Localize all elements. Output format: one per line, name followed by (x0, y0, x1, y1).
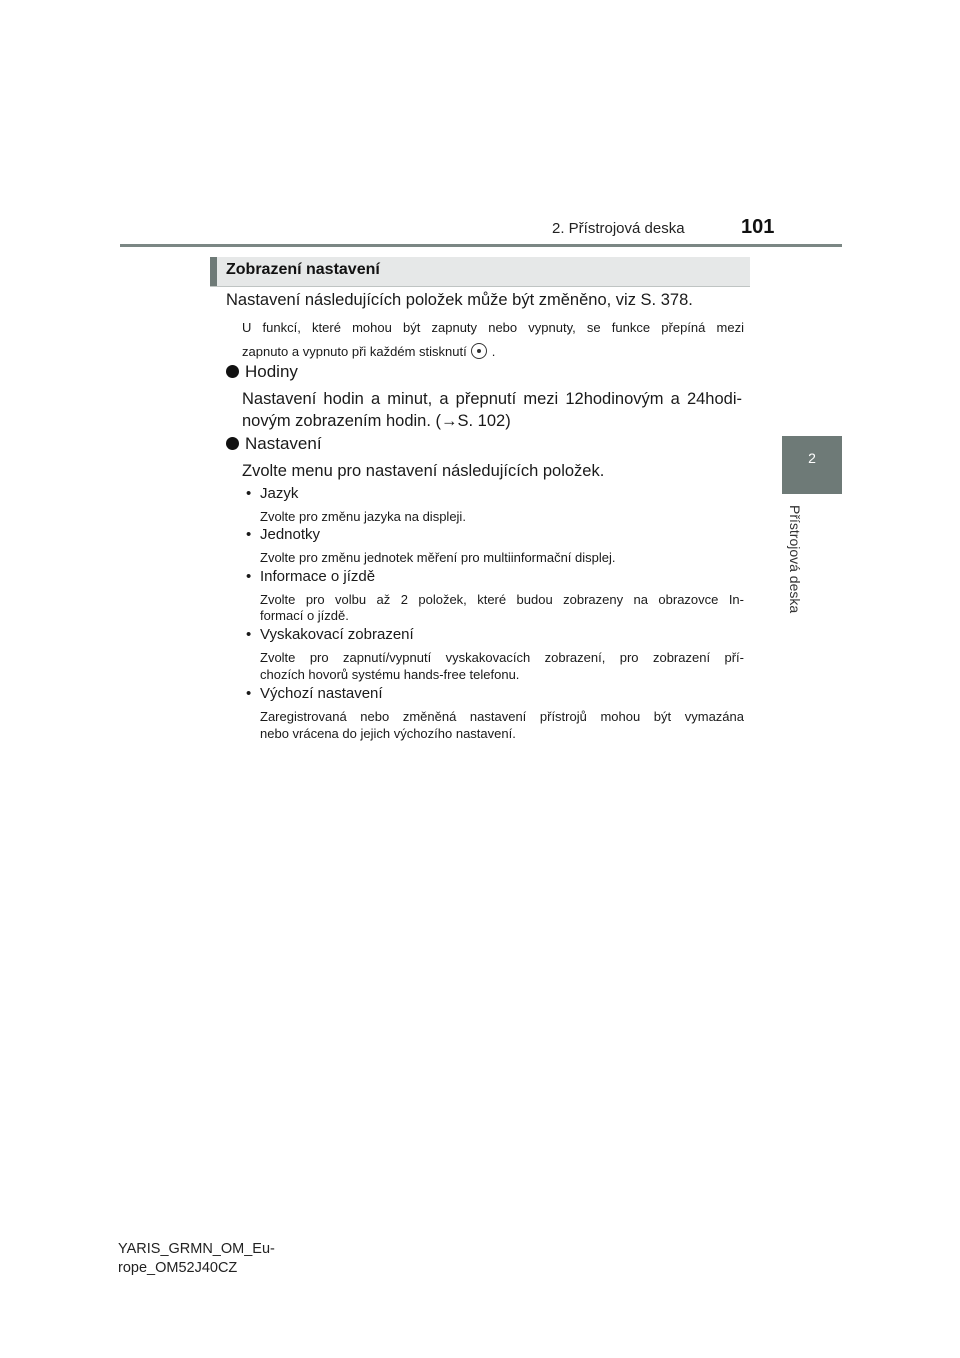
item-settings-text: Zvolte menu pro nastavení následujících položek. (242, 462, 605, 480)
section-note-line1: U funkcí, které mohou být zapnuty nebo vypnuty, se funkce přepíná mezi (242, 320, 744, 335)
chapter-tab-number: 2 (808, 450, 816, 466)
sub-item-desc: Zvolte pro zapnutí/vypnutí vyskakovacích zobrazení, pro zobrazení pří- (260, 650, 744, 665)
sub-item-desc: chozích hovorů systému hands-free telefonu. (260, 667, 520, 682)
section-bar-accent (210, 257, 217, 286)
header-section-title: 2. Přístrojová deska (552, 220, 685, 237)
sub-item-units: • Jednotky (246, 526, 321, 543)
item-settings-title: Nastavení (245, 434, 322, 453)
bullet-icon (226, 365, 239, 378)
sub-item-title: Jazyk (260, 485, 299, 502)
sub-item-title: Informace o jízdě (260, 568, 376, 585)
sub-item-desc: Zvolte pro změnu jazyka na displeji. (260, 509, 466, 524)
sub-item-trip-info: • Informace o jízdě (246, 568, 376, 585)
item-clock-title: Hodiny (245, 362, 298, 381)
section-lead: Nastavení následujících položek může být změněno, viz S. 378. (226, 291, 693, 309)
bullet-icon (226, 437, 239, 450)
sub-item-desc: nebo vrácena do jejich výchozího nastavení. (260, 726, 516, 741)
item-clock-text-line2: novým zobrazením hodin. (→S. 102) (242, 412, 511, 430)
sub-item-popup: • Vyskakovací zobrazení (246, 626, 414, 643)
chapter-tab-label: Přístrojová deska (787, 505, 803, 614)
item-clock-text-line1: Nastavení hodin a minut, a přepnutí mezi 12hodinovým a 24hodi- (242, 390, 742, 408)
sub-item-title: Jednotky (260, 526, 321, 543)
header-rule (120, 244, 842, 247)
sub-item-defaults: • Výchozí nastavení (246, 685, 383, 702)
section-title: Zobrazení nastavení (226, 261, 380, 278)
sub-item-desc: Zvolte pro volbu až 2 položek, které budou zobrazeny na obrazovce In- (260, 592, 744, 607)
sub-item-desc: Zaregistrovaná nebo změněná nastavení přístrojů mohou být vymazána (260, 709, 744, 724)
sub-item-desc: Zvolte pro změnu jednotek měření pro multiinformační displej. (260, 550, 616, 565)
item-settings (226, 434, 322, 454)
sub-item-title: Vyskakovací zobrazení (260, 626, 414, 643)
footer-line2: rope_OM52J40CZ (118, 1260, 238, 1276)
footer-line1: YARIS_GRMN_OM_Eu- (118, 1241, 275, 1257)
sub-item-language: • Jazyk (246, 485, 299, 502)
sub-item-desc: formací o jízdě. (260, 608, 349, 623)
sub-item-title: Výchozí nastavení (260, 685, 383, 702)
footer-doc-id (118, 1240, 275, 1278)
section-note-line2 (242, 343, 495, 359)
item-clock (226, 362, 298, 382)
section-note-line2-text: zapnuto a vypnuto při každém stisknutí (242, 344, 467, 359)
section-note-line2-end: . (491, 344, 496, 359)
page-number: 101 (741, 216, 775, 238)
dial-press-icon (471, 343, 487, 359)
section-title-bar (210, 257, 750, 287)
